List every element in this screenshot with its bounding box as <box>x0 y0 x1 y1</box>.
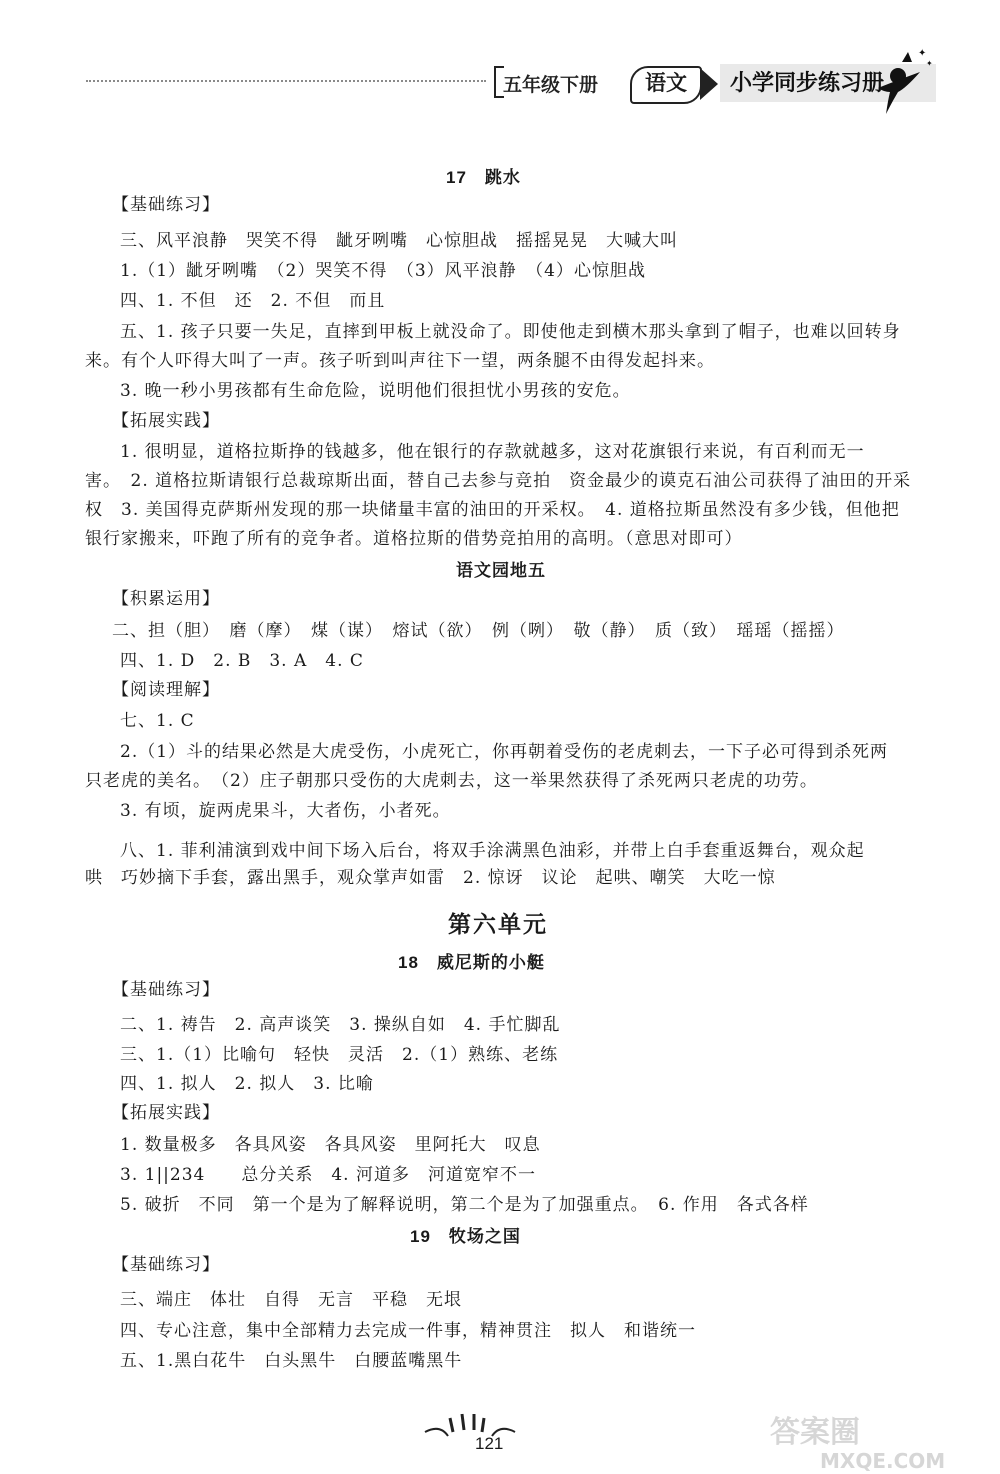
page-number: 121 <box>475 1434 504 1453</box>
answer-line: 二、1. 祷告 2. 高声谈笑 3. 操纵自如 4. 手忙脚乱 <box>120 1015 561 1035</box>
mascot-icon <box>858 42 938 122</box>
answer-line: 1. 很明显，道格拉斯挣的钱越多，他在银行的存款就越多，这对花旗银行来说，有百利而无一 <box>120 442 865 462</box>
subject-badge: 语文 <box>630 66 702 104</box>
answer-line: 七、1. C <box>120 711 195 731</box>
series-title: 小学同步练习册 <box>720 64 936 102</box>
answer-line: 只老虎的美名。 （2）庄子朝那只受伤的大虎刺去，这一举果然获得了杀死两只老虎的功劳。 <box>85 771 818 791</box>
answer-line: 权 3. 美国得克萨斯州发现的那一块储量丰富的油田的开采权。 4. 道格拉斯虽然没有多少钱，但他把 <box>85 500 900 520</box>
section-heading: 【基础练习】 <box>112 1255 220 1275</box>
answer-line: 二、担（胆） 磨（摩） 煤（谋） 熔试（欲） 例（咧） 敬（静） 质（致） 瑶瑶（摇摇） <box>112 621 845 641</box>
answer-line: 四、1. 拟人 2. 拟人 3. 比喻 <box>120 1074 374 1094</box>
answer-line: 害。 2. 道格拉斯请银行总裁琼斯出面，替自己去参与竞拍 资金最少的谟克石油公司获得了油田的开采 <box>85 471 912 491</box>
watermark-logo <box>760 1410 980 1474</box>
section-heading: 【阅读理解】 <box>112 680 220 700</box>
svg-text:✦: ✦ <box>926 59 933 68</box>
svg-text:✦: ✦ <box>918 48 927 59</box>
answer-line: 四、1. D 2. B 3. A 4. C <box>120 651 364 671</box>
answer-line: 五、1.黑白花牛 白头黑牛 白腰蓝嘴黑牛 <box>120 1351 463 1371</box>
answer-line: 5. 破折 不同 第一个是为了解释说明，第二个是为了加强重点。 6. 作用 各式各样 <box>120 1195 809 1215</box>
page-footer <box>0 1410 1000 1473</box>
section-heading: 【积累运用】 <box>112 589 220 609</box>
answer-line: 四、专心注意，集中全部精力去完成一件事，精神贯注 拟人 和谐统一 <box>120 1321 696 1341</box>
answer-line: 2.（1）斗的结果必然是大虎受伤，小虎死亡，你再朝着受伤的老虎刺去，一下子必可得到杀死两 <box>120 742 889 762</box>
answer-line: 1.（1）龇牙咧嘴 （2）哭笑不得 （3）风平浪静 （4）心惊胆战 <box>120 261 646 281</box>
arrow-icon <box>700 68 718 100</box>
section-title: 19 牧场之国 <box>410 1227 521 1246</box>
answer-line: 五、1. 孩子只要一失足，直摔到甲板上就没命了。即使他走到横木那头拿到了帽子，也难以回转身 <box>120 322 901 342</box>
section-title: 第六单元 <box>448 911 548 938</box>
watermark-bottom: MXQE.COM <box>820 1449 946 1473</box>
header-dotted-rule <box>86 80 486 82</box>
answer-line: 四、1. 不但 还 2. 不但 而且 <box>120 291 386 311</box>
answer-line: 哄 巧妙摘下手套，露出黑手，观众掌声如雷 2. 惊讶 议论 起哄、嘲笑 大吃一惊 <box>85 868 776 888</box>
section-title: 18 威尼斯的小艇 <box>398 953 545 972</box>
page-ornament-icon <box>420 1410 520 1440</box>
answer-line: 银行家搬来，吓跑了所有的竞争者。道格拉斯的借势竞拍用的高明。（意思对即可） <box>85 529 743 549</box>
page-header <box>0 48 1000 118</box>
section-title: 语文园地五 <box>456 561 546 580</box>
answer-line: 3. 晚一秒小男孩都有生命危险，说明他们很担忧小男孩的安危。 <box>120 381 631 401</box>
answer-line: 三、1.（1）比喻句 轻快 灵活 2.（1）熟练、老练 <box>120 1045 559 1065</box>
answer-line: 3. 1||234 总分关系 4. 河道多 河道宽窄不一 <box>120 1165 536 1185</box>
watermark-top: 答案圈 <box>770 1415 860 1450</box>
section-heading: 【基础练习】 <box>112 195 220 215</box>
section-heading: 【拓展实践】 <box>112 1103 220 1123</box>
grade-label: 五年级下册 <box>503 75 599 96</box>
section-heading: 【基础练习】 <box>112 980 220 1000</box>
answer-line: 三、风平浪静 哭笑不得 龇牙咧嘴 心惊胆战 摇摇晃晃 大喊大叫 <box>120 231 678 251</box>
answer-line: 八、1. 菲利浦演到戏中间下场入后台，将双手涂满黑色油彩，并带上白手套重返舞台，观众起 <box>120 841 865 861</box>
section-title: 17 跳水 <box>446 168 521 187</box>
answer-line: 来。有个人吓得大叫了一声。孩子听到叫声往下一望，两条腿不由得发起抖来。 <box>85 351 715 371</box>
answer-line: 三、端庄 体壮 自得 无言 平稳 无垠 <box>120 1290 462 1310</box>
answer-line: 1. 数量极多 各具风姿 各具风姿 里阿托大 叹息 <box>120 1135 541 1155</box>
section-heading: 【拓展实践】 <box>112 411 220 431</box>
answer-line: 3. 有顷，旋两虎果斗，大者伤，小者死。 <box>120 801 451 821</box>
